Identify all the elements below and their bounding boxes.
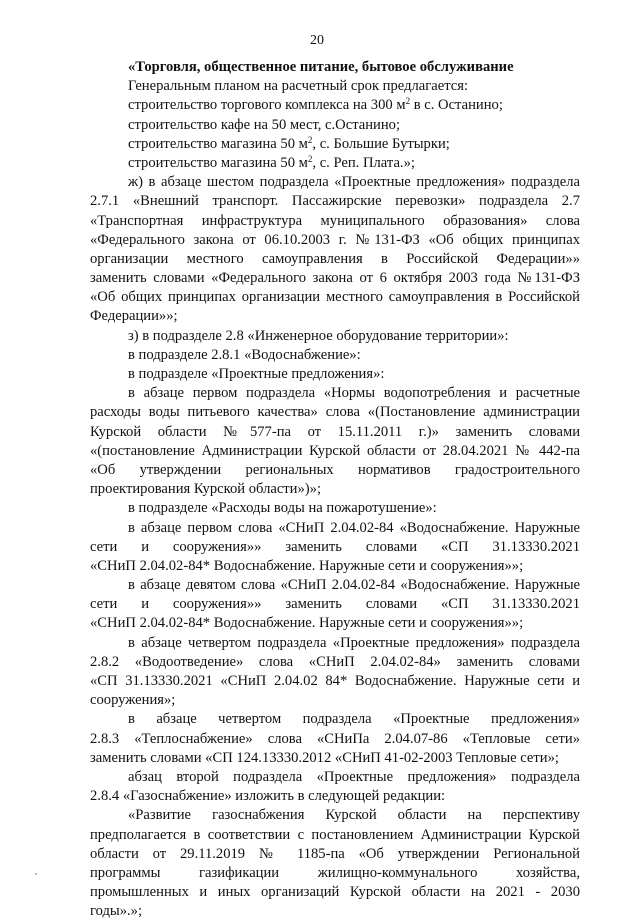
text-line: 2.7.1 «Внешний транспорт. Пассажирские перевозки» подраздела 2.7 — [90, 193, 580, 210]
text-line: в абзаце четвертом подраздела «Проектные предложения» подраздела — [128, 634, 580, 651]
text-line: программы газификации жилищно-коммунального хозяйства, — [90, 864, 580, 881]
text-line: сети и сооружения»» заменить словами «СП 31.13330.2021 — [90, 538, 580, 555]
text-line: «Об утверждении региональных нормативов градостроительного — [90, 461, 580, 478]
text-line: «Транспортная инфраструктура муниципального образования» слова — [90, 212, 580, 229]
text-line: в подразделе 2.8.1 «Водоснабжение»: — [128, 346, 361, 363]
text-line: в абзаце четвертом подраздела «Проектные предложения» — [128, 711, 580, 728]
text-line: строительство магазина 50 $м^2$, с. Большие Бутырки; — [128, 134, 450, 152]
text-line: 2.8.2 «Водоотведение» слова «СНиП 2.04.02-84» заменить словами — [90, 653, 580, 670]
text-line: годы».»; — [90, 903, 143, 920]
text-line: Генеральным планом на расчетный срок предлагается: — [128, 78, 469, 95]
text-line: проектирования Курской области»)»; — [90, 481, 321, 498]
text-line: з) в подразделе 2.8 «Инженерное оборудование территории»: — [128, 327, 509, 344]
text-line: 2.8.3 «Теплоснабжение» слова «СНиПа 2.04.07-86 «Тепловые сети» — [90, 730, 580, 747]
text-line: в подразделе «Расходы воды на пожаротушение»: — [128, 500, 437, 517]
text-line: заменить словами «СП 124.13330.2012 «СНиП 41-02-2003 Тепловые сети»; — [90, 749, 559, 766]
text-line: в абзаце первом подраздела «Нормы водопотребления и расчетные — [128, 385, 580, 402]
text-line: строительство торгового комплекса на 300 $м^2$ в с. Останино; — [128, 96, 503, 114]
text-line: сети и сооружения»» заменить словами «СП 31.13330.2021 — [90, 596, 580, 613]
text-line: области от 29.11.2019 № 1185-па «Об утверждении Региональной — [90, 845, 580, 862]
document-body — [90, 58, 580, 921]
text-line: в подразделе «Проектные предложения»: — [128, 366, 385, 382]
text-line: в абзаце первом слова «СНиП 2.04.02-84 «Водоснабжение. Наружные — [128, 519, 580, 536]
text-line: строительство кафе на 50 мест, с.Останино; — [128, 116, 401, 133]
text-line: «(постановление Администрации Курской области от 28.04.2021 № 442-па — [90, 442, 580, 459]
text-line: Федерации»»; — [90, 308, 178, 325]
text-line: промышленных и иных организаций Курской области на 2021 - 2030 — [90, 884, 580, 901]
text-line: заменить словами «Федерального закона от 6 октября 2003 года №131-ФЗ — [90, 270, 580, 287]
text-line: строительство магазина 50 $м^2$, с. Реп. Плата.»; — [128, 153, 415, 171]
text-line: сооружения»; — [90, 692, 176, 709]
text-line: «СП 31.13330.2021 «СНиП 2.04.02 84* Водоснабжение. Наружные сети и — [90, 673, 580, 689]
text-line: 2.8.4 «Газоснабжение» изложить в следующей редакции: — [90, 788, 446, 805]
text-line: «Развитие газоснабжения Курской области на перспективу — [128, 807, 580, 824]
text-line: «Торговля, общественное питание, бытовое обслуживание — [128, 59, 514, 75]
text-line: в абзаце девятом слова «СНиП 2.04.02-84 «Водоснабжение. Наружные — [128, 577, 580, 594]
text-line: «Об общих принципах организации местного самоуправления в Российской — [90, 289, 580, 306]
text-line: расходы воды питьевого качества» слова «(Постановление администрации — [90, 404, 580, 421]
page-number: 20 — [310, 33, 324, 48]
scan-speck — [35, 873, 37, 875]
text-line: «СНиП 2.04.02-84* Водоснабжение. Наружные сети и сооружения»»; — [90, 557, 524, 574]
text-line: организации местного самоуправления в Российской Федерации»» — [90, 250, 580, 267]
text-line: абзац второй подраздела «Проектные предложения» подраздела — [128, 768, 580, 785]
text-line: Курской области №577-па от 15.11.2011 г.)» заменить словами — [90, 423, 580, 440]
text-line: «СНиП 2.04.02-84* Водоснабжение. Наружные сети и сооружения»»; — [90, 615, 524, 632]
text-line: предполагается в соответствии с постановлением Администрации Курской — [90, 826, 580, 843]
text-line: ж) в абзаце шестом подраздела «Проектные предложения» подраздела — [128, 174, 580, 191]
text-line: «Федерального закона от 06.10.2003 г. №131-ФЗ «Об общих принципах — [90, 231, 580, 248]
